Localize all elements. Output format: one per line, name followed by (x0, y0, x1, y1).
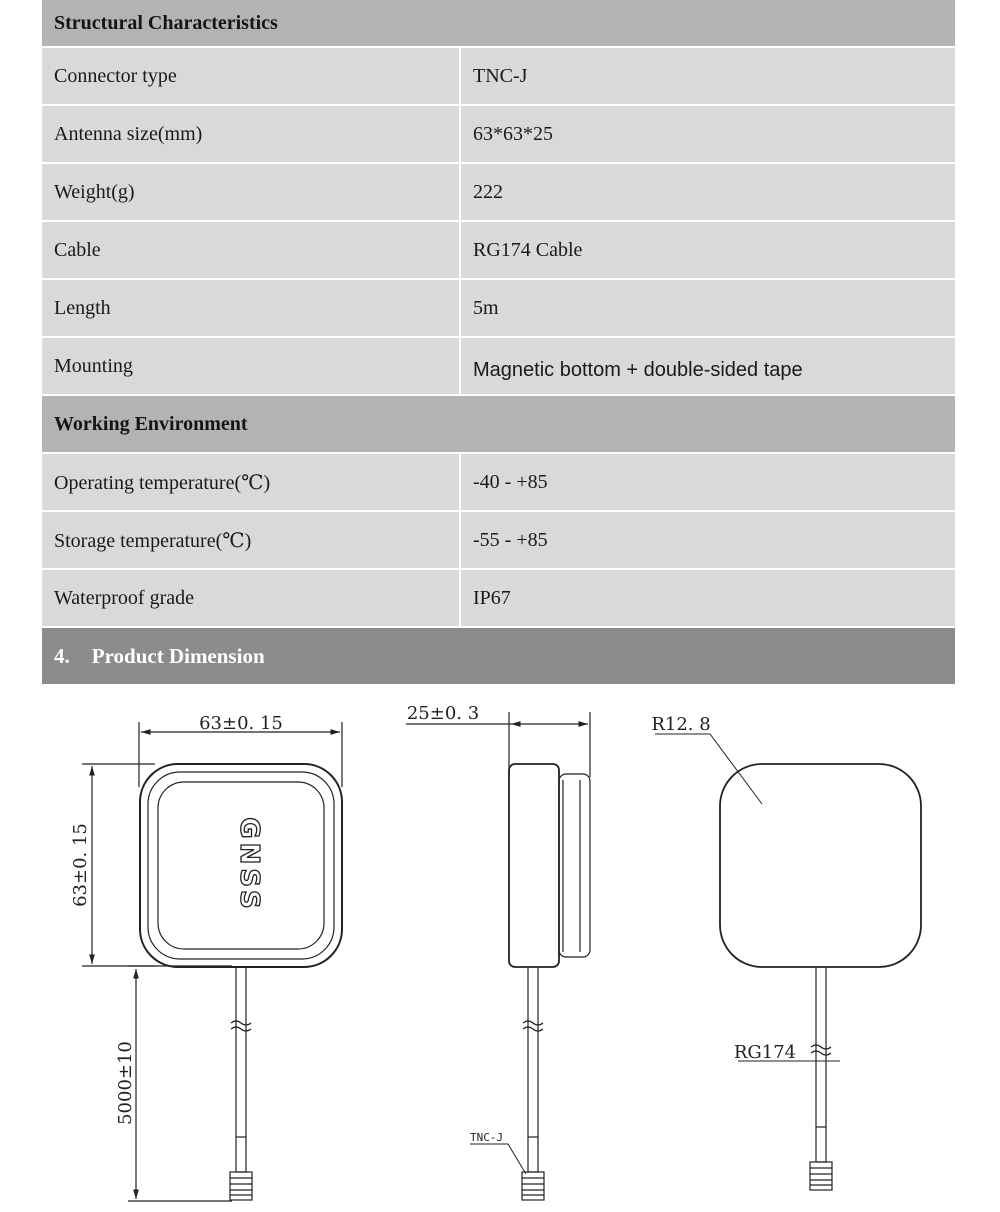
row-label: Waterproof grade (42, 570, 461, 626)
table-row (42, 570, 955, 628)
table-row (42, 338, 955, 396)
row-value: 222 (461, 164, 955, 220)
height-dimension-label: 63±0. 15 (70, 823, 91, 907)
connector-label: TNC-J (470, 1131, 504, 1144)
row-value: IP67 (461, 570, 955, 626)
width-dimension-label: 63±0. 15 (199, 713, 283, 734)
row-value: TNC-J (461, 48, 955, 104)
row-label: Connector type (42, 48, 461, 104)
section-number: 4. (54, 643, 70, 668)
table-row (42, 48, 955, 106)
front-view (82, 722, 342, 1201)
row-label: Cable (42, 222, 461, 278)
row-label: Operating temperature(℃) (42, 454, 461, 510)
row-value: 5m (461, 280, 955, 336)
table-row (42, 454, 955, 512)
table-row (42, 106, 955, 164)
table-row (42, 512, 955, 570)
table-row (42, 280, 955, 338)
radius-dimension-label: R12. 8 (651, 714, 711, 735)
table-row (42, 222, 955, 280)
dimension-drawing (0, 682, 1000, 1212)
brand-logo-text: GNSS (234, 817, 264, 913)
back-view (655, 734, 921, 1190)
spec-table (42, 0, 955, 684)
structural-heading: Structural Characteristics (54, 11, 278, 34)
row-value: 63*63*25 (461, 106, 955, 162)
section-header-structural (42, 0, 955, 48)
row-label: Mounting (42, 338, 461, 394)
cable-type-label: RG174 (733, 1042, 797, 1063)
table-row (42, 164, 955, 222)
row-value: Magnetic bottom + double-sided tape (461, 338, 955, 394)
row-label: Antenna size(mm) (42, 106, 461, 162)
environment-heading: Working Environment (54, 412, 248, 435)
row-label: Storage temperature(℃) (42, 512, 461, 568)
thickness-dimension-label: 25±0. 3 (406, 703, 480, 724)
row-value: RG174 Cable (461, 222, 955, 278)
cable-length-label: 5000±10 (115, 1041, 136, 1125)
section-header-environment (42, 396, 955, 454)
row-value: -55 - +85 (461, 512, 955, 568)
row-label: Length (42, 280, 461, 336)
section-title-product-dimension (42, 628, 955, 684)
side-view (406, 712, 590, 1200)
row-value: -40 - +85 (461, 454, 955, 510)
section-title: Product Dimension (91, 643, 265, 668)
row-label: Weight(g) (42, 164, 461, 220)
